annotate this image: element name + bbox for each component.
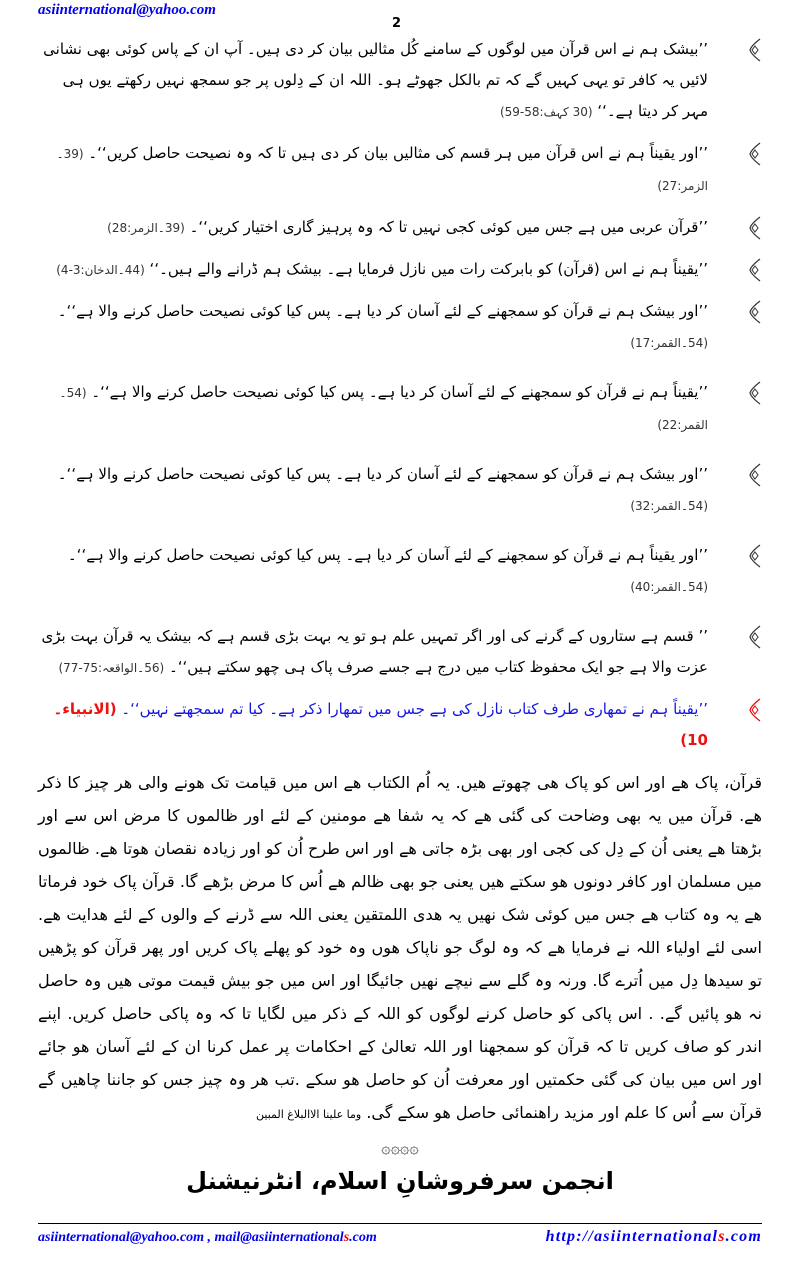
verse-reference: (56۔الواقعہ:75-77) [58,661,165,675]
verse-item [38,212,762,244]
organization-name: انجمن سرفروشانِ اسلام، انٹرنیشنل [186,1167,614,1195]
verse-text: ’’اور یقیناً ہم نے قرآن کو سمجھنے کے لئے آسان کر دیا ہے۔ پس کیا کوئی نصیحت حاصل کرنے والا ہے‘‘۔ [67,546,708,564]
ornament-bullet-icon [748,463,762,487]
verse-item [38,377,762,441]
verse-item [38,540,762,603]
verse-reference: (44۔الدخان:3-4) [56,263,145,277]
footer-emails[interactable] [38,1230,377,1246]
verse-reference: (54۔القمر:17) [630,336,708,350]
verse-item [38,621,762,684]
verse-text: ’’اور بیشک ہم نے قرآن کو سمجھنے کے لئے آسان کر دیا ہے۔ پس کیا کوئی نصیحت حاصل کرنے والا ہے‘‘۔ [57,465,708,483]
footer-emails-accent: s [343,1230,350,1245]
ornament-bullet-icon [748,381,762,405]
body-paragraph [38,766,762,1131]
body-text: قرآن، پاک ھے اور اس کو پاک ھی چھوتے ھیں. یہ اُم الکتاب ھے اس میں قیامت تک ھونے والی ھر چیز کا ذکر ھے. قرآن میں یہ بھی وضاحت کی گئی ھے کہ یہ شفا ھے مومنین کے لئے اور ظالموں کا مرض اس سے اور بڑھتا ھے یعنی اُن کے دِل کی کجی اور بھی بڑہ جاتی ھے اور اس طرح اُن کو اور زیادہ نقصان ھوتا ھے. ظالموں میں مسلمان اور کافر دونوں ھو سکتے ھیں یعنی جو بھی ظالم ھے اُس کا مرض بڑھے گا. قرآن پاک خود فرماتا ھے یہ وہ کتاب ھے جس میں کوئی شک نھیں یہ ھدی اللمتقین یعنی اللہ سے ڈرنے کے والوں کے لئے ھدایت ھے. اسی لئے اولیاء اللہ نے فرمایا ھے کہ وہ لوگ جو ناپاک ھوں وہ خود کو پھلے پاک کریں اور پھر قرآن کو پڑھیں تو سیدھا دِل میں اُترے گا. ورنہ وہ گلے سے نیچے نھیں جائیگا اور اس میں جو بیش قیمت موتی ھیں وہ حاصل نہ ھو پائیں گے. . اس پاکی کو حاصل کرنے لوگوں کو اللہ کے ذکر میں لگایا تا کہ وہ پاکی حاصل کریں. اپنے اندر کو صاف کریں تا کہ قرآن کو سمجھنا اور اللہ تعالیٰ کے احکامات پر عمل کرنا ان کے لئے آسان ھو جائے اور اس میں بیان کی گئی حکمتیں اور معرفت اُن کو حاصل ھو سکے .تب ھر وہ چیز جس کو جاننا چاھیں گے قرآن سے اُس کا علم اور مزید راھنمائی حاصل ھو سکے گی. [38,773,762,1122]
verse-text: ’’یقیناً ہم نے قرآن کو سمجھنے کے لئے آسان کر دیا ہے۔ پس کیا کوئی نصیحت حاصل کرنے والا ہے‘‘۔ [91,383,708,401]
highlight-verse-row [38,694,762,756]
verse-reference: (39۔الزمر:28) [107,221,185,235]
footer [38,1223,762,1246]
ornament-bullet-icon [748,216,762,240]
verse-body [38,621,708,684]
verse-text: ’’اور یقیناً ہم نے اس قرآن میں ہر قسم کی مثالیں بیان کر دی ہیں تا کہ وہ نصیحت حاصل کریں‘‘۔ [88,144,708,162]
star-ornament-divider: ۞۞۞۞ [381,1138,419,1157]
verse-item [38,296,762,359]
closing-phrase: وما علینا الاالبلاغ المبین [256,1108,362,1121]
verse-text: ’’بیشک ہم نے اس قرآن میں لوگوں کے سامنے کُل مثالیں بیان کر دی ہیں۔ آپ ان کے پاس کوئی بھی نشانی لائیں یہ کافر تو یہی کہیں گے کہ تم بالکل جھوٹے ہو۔ اللہ ان کے دِلوں پر جو سمجھ نہیں رکھتے یوں ہی مہر کر دیتا ہے۔‘‘ [43,40,708,120]
footer-emails-suffix: .com [349,1230,377,1245]
highlight-verse-text: ’’یقیناً ہم نے تمھاری طرف کتاب نازل کی ہے جس میں تمھارا ذکر ہے۔ کیا تم سمجھتے نہیں‘‘۔ [121,700,708,718]
verse-item [38,254,762,286]
verse-text: ’’یقیناً ہم نے اس (قرآن) کو بابرکت رات میں نازل فرمایا ہے۔ بیشک ہم ڈرانے والے ہیں۔‘‘ [149,260,708,278]
ornament-bullet-icon [748,698,762,722]
verse-text: ’’ قسم ہے ستاروں کے گرنے کی اور اگر تمہیں علم ہو تو یہ بہت بڑی قسم ہے کہ بیشک یہ قرآن بہت بڑی عزت والا ہے جو ایک محفوظ کتاب میں درج ہے جسے صرف پاک ہی چھو سکتے ہیں‘‘۔ [41,627,708,676]
page-content [38,0,762,1199]
footer-emails-text[interactable]: asiinternational@yahoo.com , mail@asiinternational [38,1230,344,1245]
verse-list [38,34,762,684]
verse-item [38,138,762,202]
ornament-bullet-icon [748,544,762,568]
verse-text: ’’قرآن عربی میں ہے جس میں کوئی کجی نہیں تا کہ وہ پرہیز گاری اختیار کریں‘‘۔ [189,218,708,236]
verse-reference: (54۔القمر:22) [59,386,708,432]
highlight-verse [38,694,708,756]
verse-text: ’’اور بیشک ہم نے قرآن کو سمجھنے کے لئے آسان کر دیا ہے۔ پس کیا کوئی نصیحت حاصل کرنے والا ہے‘‘۔ [57,302,708,320]
verse-reference: (54۔القمر:32) [630,499,708,513]
ornament-bullet-icon [748,625,762,649]
footer-url-accent: s [718,1228,726,1245]
verse-body [38,212,708,244]
verse-item [38,34,762,128]
verse-body [38,459,708,522]
ornament-bullet-icon [748,258,762,282]
verse-reference: (30 کہف:58-59) [499,105,593,119]
ornament-bullet-icon [748,300,762,324]
verse-reference: (39۔الزمر:27) [56,147,708,193]
ornament-bullet-icon [748,142,762,166]
page-number: 2 [392,16,402,31]
verse-body [38,254,708,286]
footer-url-text[interactable]: http://asiinternational [545,1228,719,1245]
footer-url-suffix: .com [725,1228,762,1245]
verse-body [38,296,708,359]
highlight-verse-ref: (الانبیاء۔10) [53,700,708,749]
verse-body [38,34,708,128]
verse-body [38,377,708,441]
verse-body [38,540,708,603]
footer-website-link[interactable] [546,1228,762,1246]
verse-item [38,459,762,522]
ornament-bullet-icon [748,38,762,62]
verse-reference: (54۔القمر:40) [630,580,708,594]
header-email-link[interactable]: asiinternational@yahoo.com [38,2,216,18]
verse-body [38,138,708,202]
